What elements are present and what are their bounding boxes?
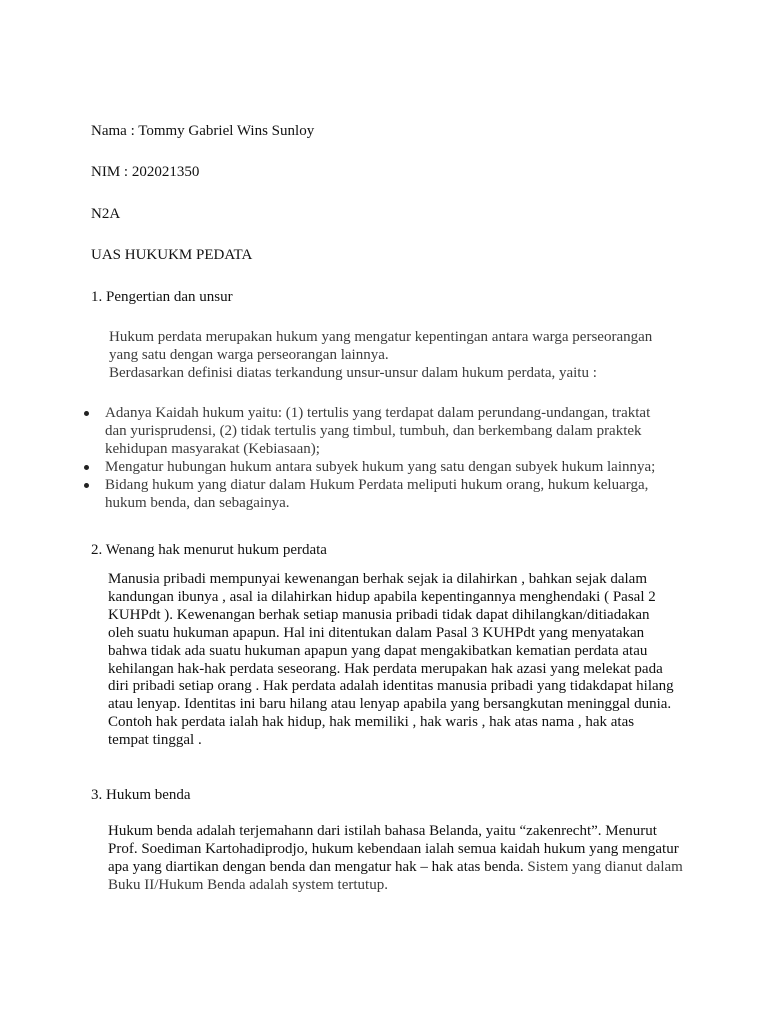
section3-line-part: apa yang diartikan dengan benda dan mengatur hak – hak atas benda. [108, 859, 524, 875]
section3-line [108, 858, 683, 876]
section2-line: Manusia pribadi mempunyai kewenangan berhak sejak ia dilahirkan , bahkan sejak dalam [108, 571, 647, 587]
section3-line: Buku II/Hukum Benda adalah system tertutup. [108, 877, 388, 893]
section2-line: tempat tinggal . [108, 732, 202, 748]
section3-heading: 3. Hukum benda [91, 787, 191, 803]
section2-line: kehilangan hak-hak perdata seseorang. Hak perdata merupakan hak azasi yang melekat pada [108, 661, 663, 677]
bullet-icon [84, 411, 89, 416]
section3-line: Prof. Soediman Kartohadiprodjo, hukum kebendaan ialah semua kaidah hukum yang mengatur [108, 841, 679, 857]
section1-intro-line: Hukum perdata merupakan hukum yang mengatur kepentingan antara warga perseorangan [109, 329, 653, 345]
student-name: Nama : Tommy Gabriel Wins Sunloy [91, 123, 315, 139]
bullet-item-line: dan yurisprudensi, (2) tidak tertulis yang timbul, tumbuh, dan berkembang dalam praktek [105, 423, 642, 439]
section2-line: kandungan ibunya , asal ia dilahirkan hidup apabila kepentingannya menghendaki ( Pasal 2 [108, 589, 656, 605]
bullet-item-line: Adanya Kaidah hukum yaitu: (1) tertulis yang terdapat dalam perundang-undangan, traktat [105, 405, 651, 421]
bullet-item-line: hukum benda, dan sebagainya. [105, 495, 290, 511]
section2-line: Contoh hak perdata ialah hak hidup, hak memiliki , hak waris , hak atas nama , hak atas [108, 714, 635, 730]
section2-heading: 2. Wenang hak menurut hukum perdata [91, 542, 327, 558]
section3-line: Hukum benda adalah terjemahann dari istilah bahasa Belanda, yaitu “zakenrecht”. Menurut [108, 823, 657, 839]
section3-line-part: Sistem yang dianut dalam [527, 859, 683, 875]
bullet-item-line: kehidupan masyarakat (Kebiasaan); [105, 441, 320, 457]
bullet-item-line: Mengatur hubungan hukum antara subyek hukum yang satu dengan subyek hukum lainnya; [105, 459, 656, 475]
section2-line: oleh suatu hukuman apapun. Hal ini ditentukan dalam Pasal 3 KUHPdt yang menyatakan [108, 625, 645, 641]
student-class: N2A [91, 206, 121, 222]
bullet-icon [84, 465, 89, 470]
section2-line: diri pribadi setiap orang . Hak perdata adalah identitas manusia pribadi yang tidakdapat hilang [108, 678, 674, 694]
section2-line: bahwa tidak ada suatu hukuman apapun yang dapat mengakibatkan kematian perdata atau [108, 643, 648, 659]
bullet-icon [84, 483, 89, 488]
section1-intro-line: yang satu dengan warga perseorangan lainnya. [109, 347, 389, 363]
section2-line: atau lenyap. Identitas ini baru hilang atau lenyap apabila yang bersangkutan meninggal dunia. [108, 696, 672, 712]
section1-heading: 1. Pengertian dan unsur [91, 289, 233, 305]
student-nim: NIM : 202021350 [91, 164, 200, 180]
section2-line: KUHPdt ). Kewenangan berhak setiap manusia pribadi tidak dapat dihilangkan/ditiadakan [108, 607, 650, 623]
section1-intro-line: Berdasarkan definisi diatas terkandung unsur-unsur dalam hukum perdata, yaitu : [109, 365, 597, 381]
bullet-item-line: Bidang hukum yang diatur dalam Hukum Perdata meliputi hukum orang, hukum keluarga, [105, 477, 649, 493]
document-title: UAS HUKUKM PEDATA [91, 247, 253, 263]
